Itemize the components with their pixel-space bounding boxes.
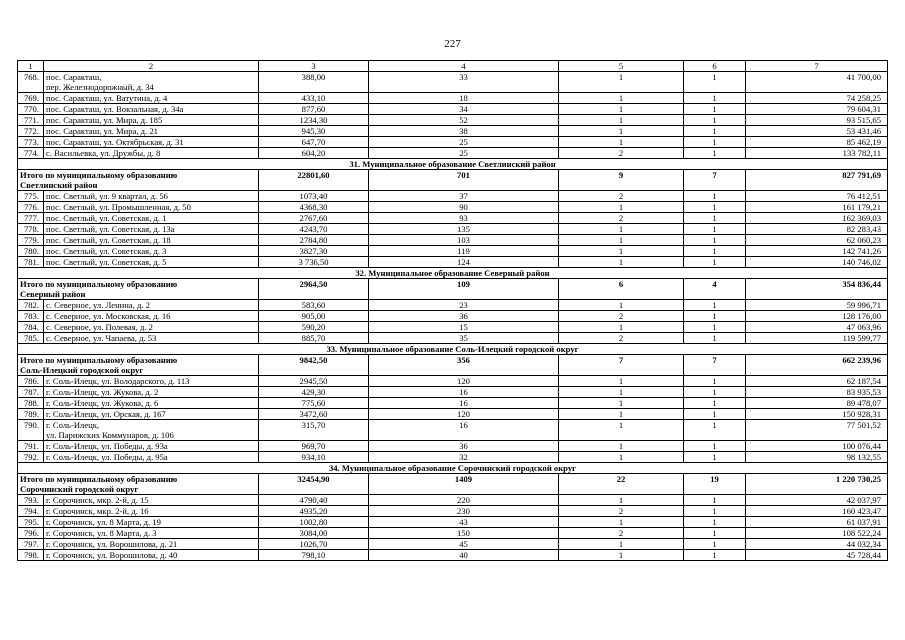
row-number: 769. <box>18 93 44 104</box>
row-col6: 1 <box>684 506 746 517</box>
subtotal-area: 2964,50 <box>259 279 369 300</box>
table-row <box>18 539 888 550</box>
row-address: г. Сорочинск, ул. Ворошилова, д. 21 <box>44 539 259 550</box>
row-cost: 59 996,71 <box>746 300 888 311</box>
row-area: 429,30 <box>259 387 369 398</box>
row-cost: 45 728,44 <box>746 550 888 561</box>
row-address: г. Соль-Илецк, ул. Победы, д. 95а <box>44 452 259 463</box>
row-number: 773. <box>18 137 44 148</box>
row-col4: 40 <box>369 550 559 561</box>
row-col4: 15 <box>369 322 559 333</box>
row-cost: 162 369,03 <box>746 213 888 224</box>
row-col4: 124 <box>369 257 559 268</box>
row-col6: 1 <box>684 452 746 463</box>
row-col4: 34 <box>369 104 559 115</box>
row-col5: 1 <box>559 539 684 550</box>
row-col6: 1 <box>684 528 746 539</box>
subtotal-col5: 7 <box>559 355 684 376</box>
row-col4: 120 <box>369 376 559 387</box>
subtotal-col5: 9 <box>559 170 684 191</box>
row-cost: 53 431,46 <box>746 126 888 137</box>
column-header: 1 <box>18 61 44 72</box>
row-col6: 1 <box>684 311 746 322</box>
subtotal-cost: 354 836,44 <box>746 279 888 300</box>
row-address: г. Соль-Илецк, ул. Победы, д. 93а <box>44 441 259 452</box>
table-row <box>18 441 888 452</box>
row-number: 793. <box>18 495 44 506</box>
row-col6: 1 <box>684 246 746 257</box>
row-area: 590,20 <box>259 322 369 333</box>
column-header: 5 <box>559 61 684 72</box>
row-cost: 62 060,23 <box>746 235 888 246</box>
subtotal-area: 32454,90 <box>259 474 369 495</box>
subtotal-label: Итого по муниципальному образованию Сорочинский городской округ <box>18 474 259 495</box>
row-address: с. Васильевка, ул. Дружбы, д. 8 <box>44 148 259 159</box>
row-col6: 1 <box>684 104 746 115</box>
row-col6: 1 <box>684 126 746 137</box>
row-area: 3 736,50 <box>259 257 369 268</box>
column-header: 4 <box>369 61 559 72</box>
page-number: 227 <box>444 38 461 50</box>
row-area: 4935,20 <box>259 506 369 517</box>
row-number: 795. <box>18 517 44 528</box>
row-address: пос. Светлый, ул. Советская, д. 1 <box>44 213 259 224</box>
table-row <box>18 517 888 528</box>
subtotal-col6: 7 <box>684 355 746 376</box>
subtotal-col5: 22 <box>559 474 684 495</box>
row-col5: 1 <box>559 452 684 463</box>
section-header-row <box>18 463 888 474</box>
row-col5: 2 <box>559 213 684 224</box>
table-row <box>18 398 888 409</box>
table-row <box>18 246 888 257</box>
table-row <box>18 148 888 159</box>
row-number: 770. <box>18 104 44 115</box>
row-area: 3472,60 <box>259 409 369 420</box>
row-col6: 1 <box>684 376 746 387</box>
row-cost: 119 599,77 <box>746 333 888 344</box>
row-col4: 23 <box>369 300 559 311</box>
subtotal-area: 9842,50 <box>259 355 369 376</box>
subtotal-col4: 356 <box>369 355 559 376</box>
row-col4: 38 <box>369 126 559 137</box>
row-number: 788. <box>18 398 44 409</box>
row-address: г. Соль-Илецк, ул. Жукова, д. 6 <box>44 398 259 409</box>
table-row <box>18 387 888 398</box>
row-col6: 1 <box>684 495 746 506</box>
row-col6: 1 <box>684 235 746 246</box>
row-address: г. Соль-Илецк, ул. Парижских Коммунаров, д. 106 <box>44 420 259 441</box>
row-col4: 32 <box>369 452 559 463</box>
row-number: 792. <box>18 452 44 463</box>
row-cost: 93 515,65 <box>746 115 888 126</box>
row-cost: 128 176,00 <box>746 311 888 322</box>
row-area: 905,00 <box>259 311 369 322</box>
row-col6: 1 <box>684 191 746 202</box>
row-col5: 1 <box>559 441 684 452</box>
subtotal-area: 22801,60 <box>259 170 369 191</box>
row-cost: 76 412,51 <box>746 191 888 202</box>
row-address: г. Соль-Илецк, ул. Орская, д. 167 <box>44 409 259 420</box>
subtotal-col6: 7 <box>684 170 746 191</box>
row-col5: 1 <box>559 235 684 246</box>
table-row <box>18 528 888 539</box>
row-address: с. Северное, ул. Полевая, д. 2 <box>44 322 259 333</box>
row-number: 772. <box>18 126 44 137</box>
row-col4: 119 <box>369 246 559 257</box>
row-number: 779. <box>18 235 44 246</box>
table-row <box>18 333 888 344</box>
row-col4: 36 <box>369 441 559 452</box>
row-col6: 1 <box>684 398 746 409</box>
row-cost: 79 604,31 <box>746 104 888 115</box>
row-col4: 25 <box>369 137 559 148</box>
row-address: пос. Саракташ, пер. Железнодорожный, д. 34 <box>44 72 259 93</box>
row-col6: 1 <box>684 387 746 398</box>
housing-table <box>17 60 888 561</box>
row-address: г. Соль-Илецк, ул. Володарского, д. 113 <box>44 376 259 387</box>
table-row <box>18 495 888 506</box>
row-col5: 1 <box>559 376 684 387</box>
row-address: г. Соль-Илецк, ул. Жукова, д. 2 <box>44 387 259 398</box>
section-title: 34. Муниципальное образование Сорочинский городской округ <box>18 463 888 474</box>
row-area: 877,60 <box>259 104 369 115</box>
row-col5: 1 <box>559 126 684 137</box>
row-area: 775,60 <box>259 398 369 409</box>
row-address: пос. Светлый, ул. Советская, д. 5 <box>44 257 259 268</box>
row-col6: 1 <box>684 409 746 420</box>
row-cost: 42 037,97 <box>746 495 888 506</box>
table-row <box>18 115 888 126</box>
row-col5: 2 <box>559 333 684 344</box>
row-col5: 1 <box>559 322 684 333</box>
row-area: 1073,40 <box>259 191 369 202</box>
row-cost: 161 179,21 <box>746 202 888 213</box>
row-col4: 93 <box>369 213 559 224</box>
table-row <box>18 137 888 148</box>
row-number: 791. <box>18 441 44 452</box>
row-col4: 103 <box>369 235 559 246</box>
row-number: 768. <box>18 72 44 93</box>
row-col5: 1 <box>559 495 684 506</box>
row-address: пос. Саракташ, ул. Октябрьская, д. 31 <box>44 137 259 148</box>
row-col5: 1 <box>559 398 684 409</box>
row-col6: 1 <box>684 202 746 213</box>
row-address: пос. Саракташ, ул. Мира, д. 21 <box>44 126 259 137</box>
row-address: г. Сорочинск, ул. Ворошилова, д. 40 <box>44 550 259 561</box>
row-cost: 142 741,26 <box>746 246 888 257</box>
row-number: 777. <box>18 213 44 224</box>
row-number: 782. <box>18 300 44 311</box>
column-header: 7 <box>746 61 888 72</box>
row-cost: 108 522,24 <box>746 528 888 539</box>
row-number: 798. <box>18 550 44 561</box>
column-header: 3 <box>259 61 369 72</box>
row-col4: 37 <box>369 191 559 202</box>
row-number: 787. <box>18 387 44 398</box>
row-col6: 1 <box>684 517 746 528</box>
table-row <box>18 235 888 246</box>
row-col5: 1 <box>559 202 684 213</box>
row-number: 790. <box>18 420 44 441</box>
row-number: 775. <box>18 191 44 202</box>
row-number: 785. <box>18 333 44 344</box>
row-col5: 2 <box>559 191 684 202</box>
row-cost: 83 935,53 <box>746 387 888 398</box>
row-col6: 1 <box>684 137 746 148</box>
table-row <box>18 452 888 463</box>
row-address: с. Северное, ул. Чапаева, д. 53 <box>44 333 259 344</box>
row-number: 778. <box>18 224 44 235</box>
row-col5: 1 <box>559 420 684 441</box>
section-title: 31. Муниципальное образование Светлинский район <box>18 159 888 170</box>
table-row <box>18 257 888 268</box>
row-address: пос. Светлый, ул. Советская, д. 3 <box>44 246 259 257</box>
table-row <box>18 420 888 441</box>
row-number: 784. <box>18 322 44 333</box>
table-row <box>18 322 888 333</box>
row-cost: 74 258,25 <box>746 93 888 104</box>
row-area: 4368,30 <box>259 202 369 213</box>
row-col5: 1 <box>559 409 684 420</box>
row-col5: 1 <box>559 550 684 561</box>
subtotal-row <box>18 279 888 300</box>
row-cost: 82 283,43 <box>746 224 888 235</box>
row-area: 583,60 <box>259 300 369 311</box>
subtotal-label: Итого по муниципальному образованию Соль-Илецкий городской округ <box>18 355 259 376</box>
row-col5: 2 <box>559 528 684 539</box>
row-cost: 62 187,54 <box>746 376 888 387</box>
section-header-row <box>18 344 888 355</box>
row-cost: 61 037,91 <box>746 517 888 528</box>
row-cost: 41 700,00 <box>746 72 888 93</box>
table-row <box>18 72 888 93</box>
row-address: г. Сорочинск, мкр. 2-й, д. 15 <box>44 495 259 506</box>
row-area: 945,30 <box>259 126 369 137</box>
row-col4: 16 <box>369 398 559 409</box>
row-col6: 1 <box>684 333 746 344</box>
row-area: 315,70 <box>259 420 369 441</box>
row-area: 1026,70 <box>259 539 369 550</box>
row-cost: 77 501,52 <box>746 420 888 441</box>
table-row <box>18 550 888 561</box>
subtotal-col6: 4 <box>684 279 746 300</box>
row-col5: 1 <box>559 300 684 311</box>
section-header-row <box>18 159 888 170</box>
row-col6: 1 <box>684 257 746 268</box>
row-col4: 16 <box>369 387 559 398</box>
row-area: 3084,00 <box>259 528 369 539</box>
section-title: 33. Муниципальное образование Соль-Илецкий городской округ <box>18 344 888 355</box>
row-number: 794. <box>18 506 44 517</box>
row-col4: 150 <box>369 528 559 539</box>
row-number: 771. <box>18 115 44 126</box>
row-col4: 220 <box>369 495 559 506</box>
row-area: 433,10 <box>259 93 369 104</box>
table-row <box>18 506 888 517</box>
section-title: 32. Муниципальное образование Северный район <box>18 268 888 279</box>
row-number: 781. <box>18 257 44 268</box>
row-col4: 33 <box>369 72 559 93</box>
row-col6: 1 <box>684 441 746 452</box>
row-number: 783. <box>18 311 44 322</box>
row-area: 1002,80 <box>259 517 369 528</box>
row-cost: 100 076,44 <box>746 441 888 452</box>
row-cost: 140 746,02 <box>746 257 888 268</box>
row-address: с. Северное, ул. Московская, д. 16 <box>44 311 259 322</box>
row-col5: 1 <box>559 137 684 148</box>
row-col6: 1 <box>684 72 746 93</box>
row-area: 2767,60 <box>259 213 369 224</box>
row-col5: 1 <box>559 93 684 104</box>
row-col5: 1 <box>559 517 684 528</box>
row-col5: 1 <box>559 115 684 126</box>
row-area: 1234,30 <box>259 115 369 126</box>
row-cost: 98 132,55 <box>746 452 888 463</box>
section-header-row <box>18 268 888 279</box>
subtotal-cost: 827 791,69 <box>746 170 888 191</box>
row-col5: 2 <box>559 311 684 322</box>
row-col4: 18 <box>369 93 559 104</box>
row-col6: 1 <box>684 300 746 311</box>
row-col6: 1 <box>684 322 746 333</box>
row-area: 2945,50 <box>259 376 369 387</box>
row-col5: 1 <box>559 224 684 235</box>
table-row <box>18 93 888 104</box>
row-col6: 1 <box>684 420 746 441</box>
row-number: 776. <box>18 202 44 213</box>
row-address: пос. Светлый, ул. 9 квартал, д. 56 <box>44 191 259 202</box>
subtotal-row <box>18 474 888 495</box>
table-row <box>18 104 888 115</box>
row-area: 647,70 <box>259 137 369 148</box>
row-address: пос. Саракташ, ул. Ватутина, д. 4 <box>44 93 259 104</box>
row-address: пос. Саракташ, ул. Мира, д. 185 <box>44 115 259 126</box>
subtotal-col4: 1409 <box>369 474 559 495</box>
row-area: 934,10 <box>259 452 369 463</box>
row-col5: 1 <box>559 387 684 398</box>
row-cost: 85 462,19 <box>746 137 888 148</box>
column-header-row <box>18 61 888 72</box>
row-col4: 45 <box>369 539 559 550</box>
row-area: 4790,40 <box>259 495 369 506</box>
row-area: 798,10 <box>259 550 369 561</box>
row-col6: 1 <box>684 550 746 561</box>
subtotal-cost: 662 239,96 <box>746 355 888 376</box>
row-col5: 2 <box>559 148 684 159</box>
row-area: 3827,30 <box>259 246 369 257</box>
row-number: 789. <box>18 409 44 420</box>
row-col6: 1 <box>684 93 746 104</box>
subtotal-row <box>18 170 888 191</box>
row-col4: 16 <box>369 420 559 441</box>
row-number: 780. <box>18 246 44 257</box>
subtotal-cost: 1 220 730,25 <box>746 474 888 495</box>
row-col4: 25 <box>369 148 559 159</box>
row-number: 797. <box>18 539 44 550</box>
row-col5: 1 <box>559 246 684 257</box>
row-number: 796. <box>18 528 44 539</box>
table-row <box>18 202 888 213</box>
table-row <box>18 191 888 202</box>
row-col5: 2 <box>559 506 684 517</box>
row-address: пос. Светлый, ул. Советская, д. 13а <box>44 224 259 235</box>
row-col4: 43 <box>369 517 559 528</box>
subtotal-col5: 6 <box>559 279 684 300</box>
table-row <box>18 376 888 387</box>
row-area: 969,70 <box>259 441 369 452</box>
row-col6: 1 <box>684 213 746 224</box>
row-area: 4243,70 <box>259 224 369 235</box>
row-area: 388,00 <box>259 72 369 93</box>
row-number: 774. <box>18 148 44 159</box>
row-col4: 120 <box>369 409 559 420</box>
subtotal-row <box>18 355 888 376</box>
subtotal-col6: 19 <box>684 474 746 495</box>
table-row <box>18 311 888 322</box>
row-number: 786. <box>18 376 44 387</box>
row-col4: 90 <box>369 202 559 213</box>
table-row <box>18 224 888 235</box>
row-col4: 36 <box>369 311 559 322</box>
row-cost: 89 478,07 <box>746 398 888 409</box>
row-address: г. Сорочинск, мкр. 2-й, д. 16 <box>44 506 259 517</box>
table-row <box>18 300 888 311</box>
subtotal-label: Итого по муниципальному образованию Северный район <box>18 279 259 300</box>
column-header: 6 <box>684 61 746 72</box>
row-address: пос. Светлый, ул. Промышленная, д. 50 <box>44 202 259 213</box>
row-cost: 44 032,34 <box>746 539 888 550</box>
row-col4: 230 <box>369 506 559 517</box>
row-col4: 35 <box>369 333 559 344</box>
row-address: с. Северное, ул. Ленина, д. 2 <box>44 300 259 311</box>
row-col6: 1 <box>684 539 746 550</box>
row-col5: 1 <box>559 104 684 115</box>
row-area: 2784,80 <box>259 235 369 246</box>
row-address: г. Сорочинск, ул. 8 Марта, д. 3 <box>44 528 259 539</box>
subtotal-col4: 109 <box>369 279 559 300</box>
row-col6: 1 <box>684 148 746 159</box>
table-row <box>18 213 888 224</box>
row-col4: 52 <box>369 115 559 126</box>
row-cost: 150 928,31 <box>746 409 888 420</box>
row-col6: 1 <box>684 224 746 235</box>
row-col6: 1 <box>684 115 746 126</box>
subtotal-col4: 701 <box>369 170 559 191</box>
column-header: 2 <box>44 61 259 72</box>
row-area: 604,20 <box>259 148 369 159</box>
row-col5: 1 <box>559 257 684 268</box>
table-row <box>18 126 888 137</box>
row-area: 885,70 <box>259 333 369 344</box>
row-address: г. Сорочинск, ул. 8 Марта, д. 19 <box>44 517 259 528</box>
row-address: пос. Саракташ, ул. Вокзальная, д. 34а <box>44 104 259 115</box>
row-address: пос. Светлый, ул. Советская, д. 18 <box>44 235 259 246</box>
table-row <box>18 409 888 420</box>
row-cost: 160 423,47 <box>746 506 888 517</box>
row-col4: 135 <box>369 224 559 235</box>
row-cost: 133 782,11 <box>746 148 888 159</box>
subtotal-label: Итого по муниципальному образованию Светлинский район <box>18 170 259 191</box>
row-cost: 47 063,96 <box>746 322 888 333</box>
row-col5: 1 <box>559 72 684 93</box>
